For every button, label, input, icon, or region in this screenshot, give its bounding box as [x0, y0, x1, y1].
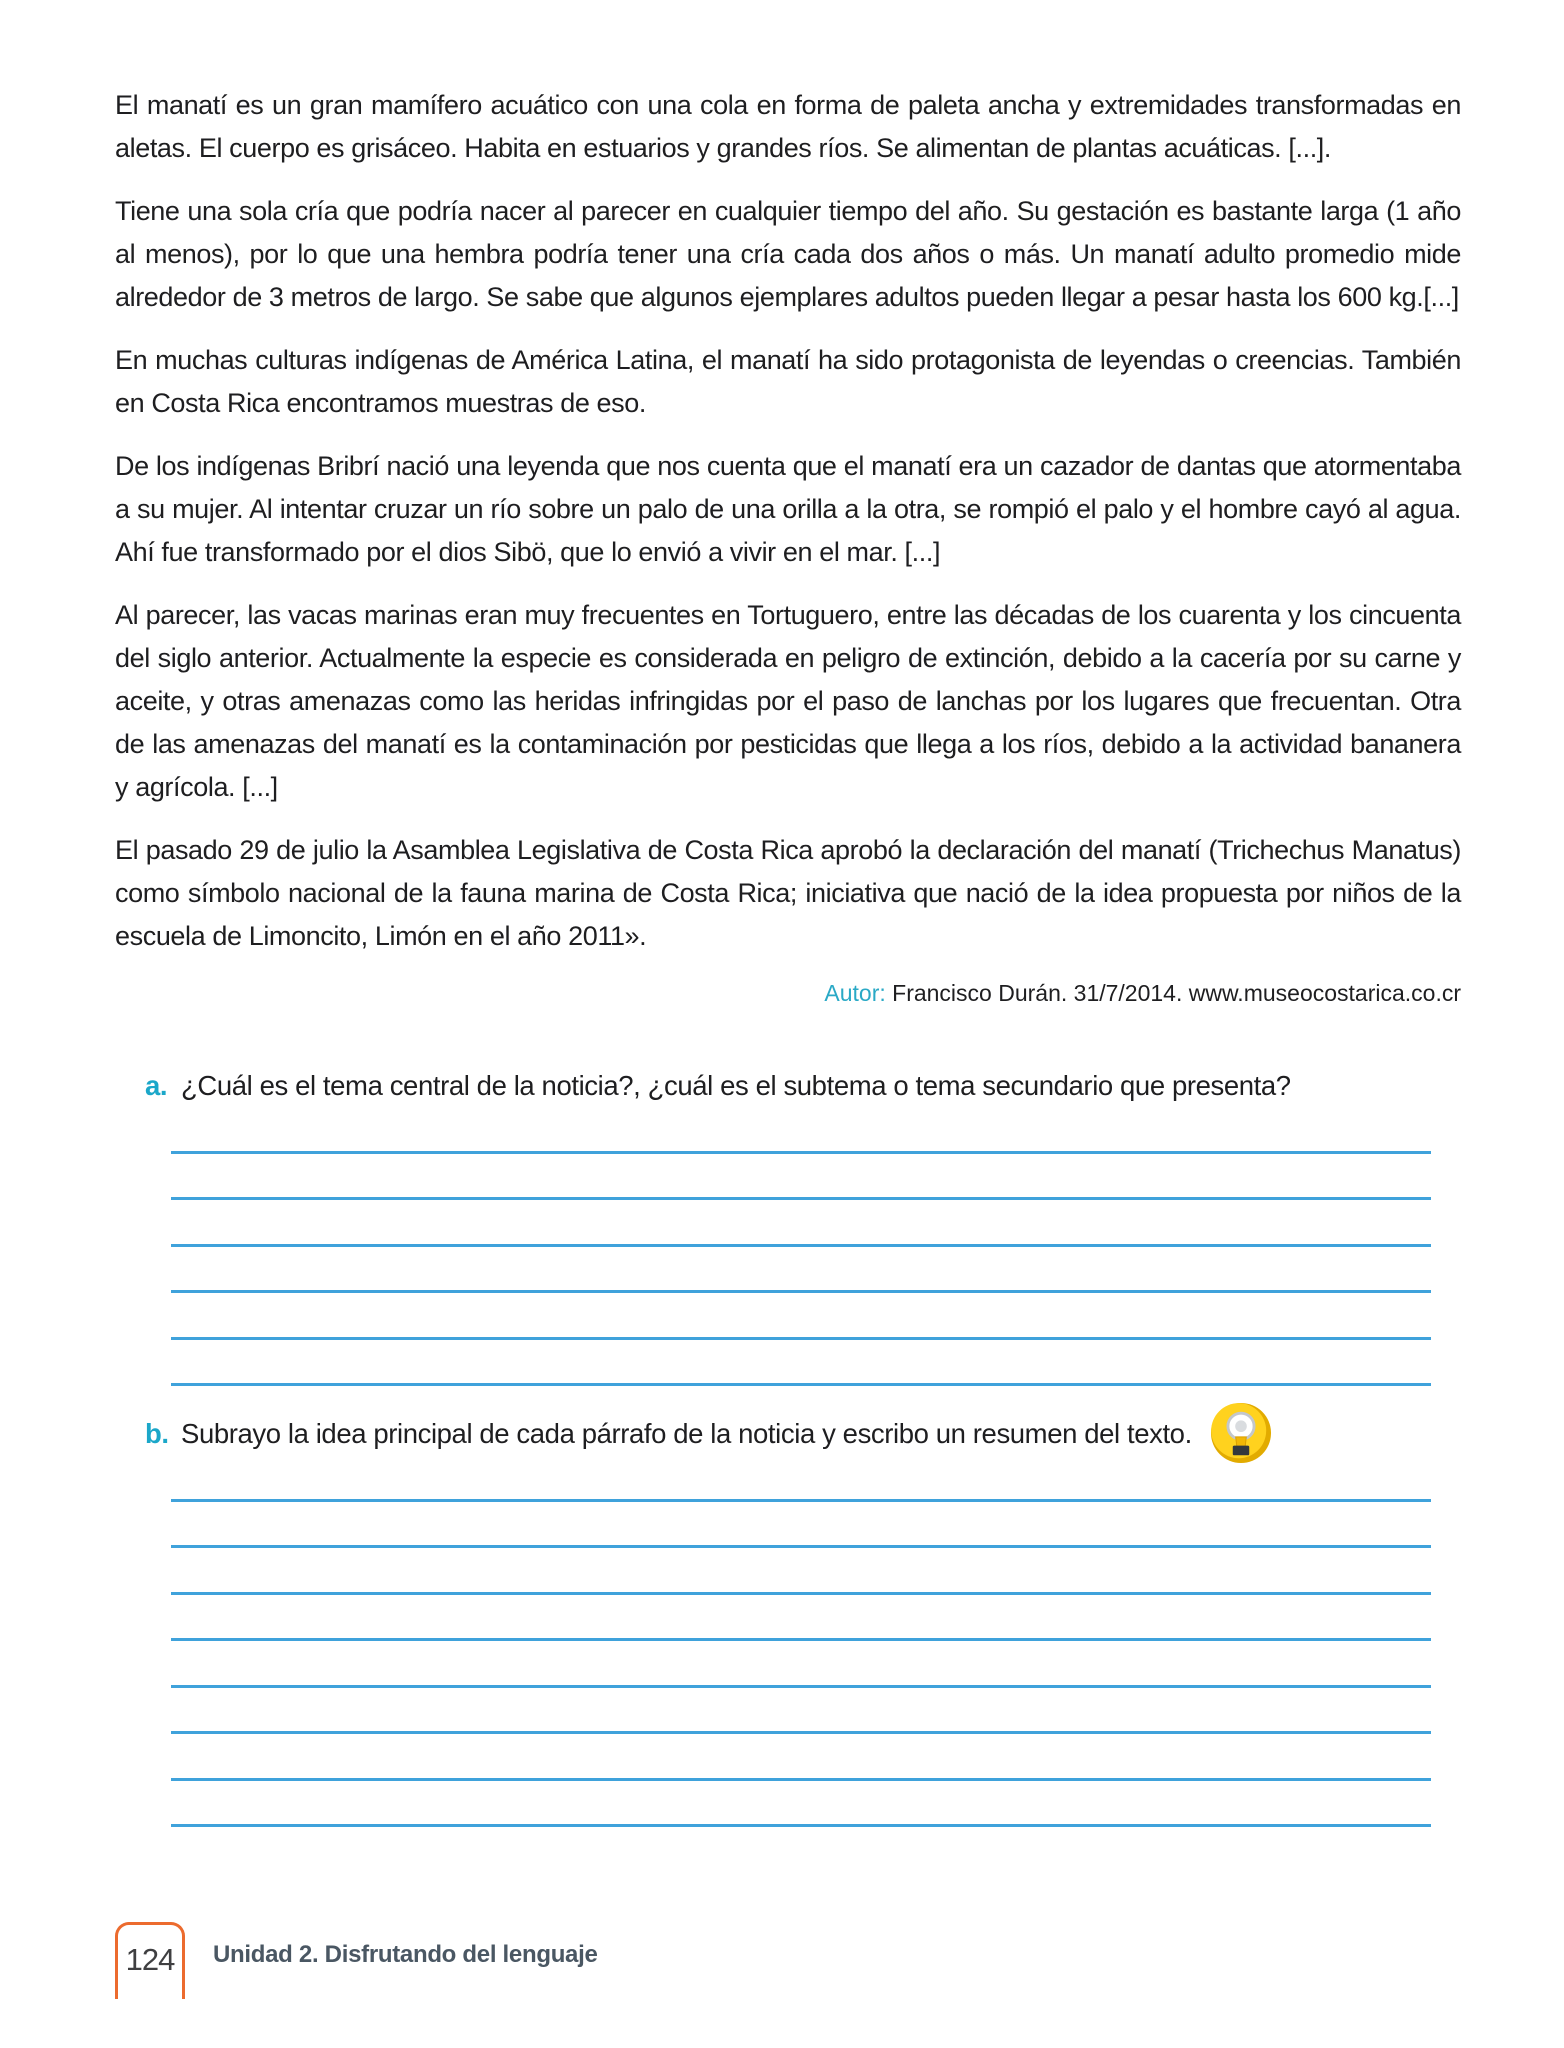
question-b [145, 1412, 1461, 1827]
answer-line[interactable] [171, 1734, 1431, 1781]
page-number-box [115, 1922, 185, 1999]
article-paragraph: El pasado 29 de julio la Asamblea Legislativa de Costa Rica aprobó la declaración del manatí (Trichechus Manatus) como símbolo nacional de la fauna marina de Costa Rica; iniciativa que nació de la idea propuesta por niños de la escuela de Limoncito, Limón en el año 2011». [115, 835, 1461, 951]
article-paragraph: Al parecer, las vacas marinas eran muy frecuentes en Tortuguero, entre las décadas de los cuarenta y los cincuenta del siglo anterior. Actualmente la especie es considerada en peligro de extinción, debido a la cacería por su carne y aceite, y otras amenazas como las heridas infringidas por el paso de lanchas por los lugares que frecuentan. Otra de las amenazas del manatí es la contaminación por pesticidas que llega a los ríos, debido a la actividad bananera y agrícola. [...] [115, 600, 1461, 802]
answer-line[interactable] [171, 1107, 1431, 1154]
article-paragraph: El manatí es un gran mamífero acuático con una cola en forma de paleta ancha y extremidades transformadas en aletas. El cuerpo es grisáceo. Habita en estuarios y grandes ríos. Se alimentan de plantas acuáticas. [...]. [115, 90, 1461, 163]
question-a-text: ¿Cuál es el tema central de la noticia?, ¿cuál es el subtema o tema secundario que presenta? [181, 1070, 1291, 1101]
lightbulb-icon [1210, 1402, 1272, 1464]
author-line [115, 978, 1461, 1008]
question-a-answer-area [171, 1107, 1431, 1386]
page-number: 124 [125, 1942, 175, 1977]
answer-line[interactable] [171, 1154, 1431, 1201]
question-b-text: Subrayo la idea principal de cada párrafo de la noticia y escribo un resumen del texto. [181, 1418, 1192, 1449]
article-paragraph: De los indígenas Bribrí nació una leyenda que nos cuenta que el manatí era un cazador de dantas que atormentaba a su mujer. Al intentar cruzar un río sobre un palo de una orilla a la otra, se rompió el palo y el hombre cayó al agua. Ahí fue transformado por el dios Sibö, que lo envió a vivir en el mar. [...] [115, 451, 1461, 567]
answer-line[interactable] [171, 1548, 1431, 1595]
question-a-label: a. [145, 1070, 168, 1101]
answer-line[interactable] [171, 1200, 1431, 1247]
answer-line[interactable] [171, 1595, 1431, 1642]
answer-line[interactable] [171, 1688, 1431, 1735]
question-b-answer-area [171, 1455, 1431, 1827]
question-a [145, 1064, 1461, 1386]
unit-label: Unidad 2. Disfrutando del lenguaje [213, 1940, 598, 1968]
question-a-heading [145, 1064, 1461, 1107]
article-content [115, 84, 1461, 1827]
article-paragraph: Tiene una sola cría que podría nacer al parecer en cualquier tiempo del año. Su gestación es bastante larga (1 año al menos), por lo que una hembra podría tener una cría cada dos años o más. Un manatí adulto promedio mide alrededor de 3 metros de largo. Se sabe que algunos ejemplares adultos pueden llegar a pesar hasta los 600 kg.[...] [115, 196, 1461, 312]
answer-line[interactable] [171, 1247, 1431, 1294]
answer-line[interactable] [171, 1293, 1431, 1340]
answer-line[interactable] [171, 1641, 1431, 1688]
answer-line[interactable] [171, 1781, 1431, 1828]
question-b-label: b. [145, 1418, 169, 1449]
answer-line[interactable] [171, 1502, 1431, 1549]
author-label: Autor: [824, 980, 886, 1006]
author-credit: Francisco Durán. 31/7/2014. www.museocostarica.co.cr [885, 980, 1461, 1006]
page-footer [115, 1922, 598, 1999]
question-b-heading [145, 1412, 1461, 1455]
answer-line[interactable] [171, 1340, 1431, 1387]
article-paragraph: En muchas culturas indígenas de América Latina, el manatí ha sido protagonista de leyendas o creencias. También en Costa Rica encontramos muestras de eso. [115, 345, 1461, 418]
